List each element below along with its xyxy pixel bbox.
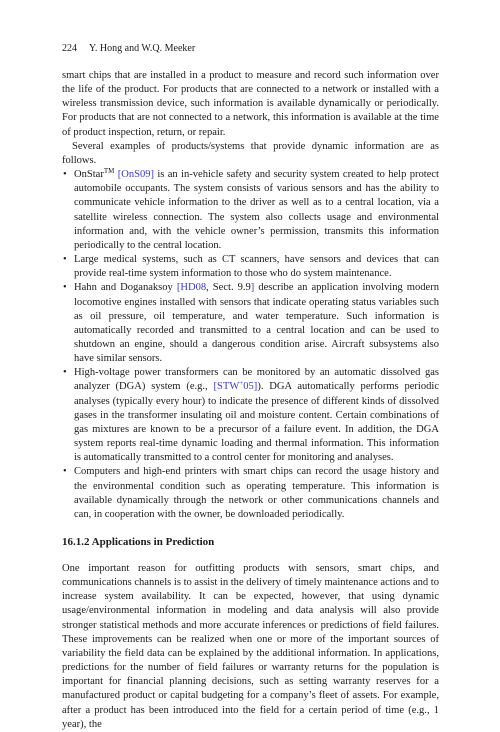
citation-bracket: ]	[250, 282, 255, 294]
page-number: 224	[62, 43, 77, 54]
list-item-onstar	[62, 168, 439, 253]
list-item-locomotive	[62, 281, 439, 366]
paragraph: smart chips that are installed in a product to measure and record such information over the life of the product. For products that are connected to a network or installed with a wireless transmission device, such information is available dynamically or periodically. For products that are not connected to a network, this information is available at the time of product inspection, return, or repair.	[62, 70, 439, 138]
running-header-authors: Y. Hong and W.Q. Meeker	[89, 43, 196, 54]
bullet-icon: •	[63, 169, 67, 181]
bullet-icon: •	[63, 466, 67, 478]
bullet-icon: •	[63, 282, 67, 294]
list-item-text: High-voltage power transformers can be monitored by an automatic dissolved gas analyzer (DGA) system (e.g.,	[74, 367, 439, 393]
list-item-text: is an in-vehicle safety and security system created to help protect automobile occupants. The system consists of various sensors and has the ability to communicate vehicle information to the driver as well as to a central location, via a satellite wireless connection. The system also collects usage and environmental information and, with the vehicle owner’s permission, transmits this information periodically to the central location.	[74, 169, 439, 251]
citation-link[interactable]	[214, 381, 258, 392]
list-item-text: Hahn and Doganaksoy	[74, 282, 177, 294]
main-text	[62, 69, 439, 732]
examples-list	[62, 168, 439, 522]
citation-plus: +	[239, 379, 244, 388]
citation-link[interactable]: [OnS09]	[117, 169, 155, 181]
section-heading: 16.1.2 Applications in Prediction	[62, 536, 215, 548]
citation-key: [STW	[213, 381, 240, 393]
list-item-text: Computers and high-end printers with smart chips can record the usage history and the environmental condition such as operating temperature. This information is available dynamically through the network or other communications channels and can, in cooperation with the owner, be downloaded periodically.	[74, 466, 439, 520]
citation-section: , Sect. 9.9	[206, 282, 251, 294]
citation-link[interactable]: [HD08	[176, 282, 207, 294]
paragraph: One important reason for outfitting products with sensors, smart chips, and communications channels is to assist in the delivery of timely maintenance actions and to increase system availability. It can be expected, however, that using dynamic usage/environmental information in modeling and data analysis will also provide stronger statistical methods and more accurate inferences or predictions of field failures. These improvements can be realized when one or more of the important sources of variability the field data can be explained by the additional information. In applications, predictions for the number of field failures or warranty returns for the population is important for financial planning decisions, such as setting warranty reserves for a manufactured product or capital budgeting for a company’s fleet of assets. For example, after a product has been introduced into the field for a certain period of time (e.g., 1 year), the	[62, 563, 439, 730]
list-item-printers	[62, 465, 439, 522]
paragraph: Several examples of products/systems that provide dynamic information are as follows.	[62, 140, 439, 166]
running-header	[62, 43, 195, 55]
list-item-text: ). DGA automatically performs periodic analyses (typically every hour) to indicate the presence of different kinds of dissolved gases in the transformer insulating oil and moisture content. Certain combinations of gas mixtures are known to be a precursor of a failure event. In addition, the DGA system reports real-time dynamic loading and thermal information. This information is automatically transmitted to a control center for monitoring and analyses.	[74, 381, 439, 464]
list-item-text: Large medical systems, such as CT scanners, have sensors and devices that can provide real-time system information to those who do system maintenance.	[74, 254, 439, 280]
list-item-transformer	[62, 366, 439, 465]
list-item-medical	[62, 253, 439, 281]
product-name: OnStar	[74, 169, 104, 181]
list-item-text: describe an application involving modern locomotive engines installed with sensors that indicate operating status variables such as oil pressure, oil temperature, and water temperature. Such information is automatically recorded and transmitted to a central location and can be used to shutdown an engine, should a dangerous condition arise. Aircraft subsystems also have similar sensors.	[74, 282, 439, 365]
citation-year: 05]	[243, 381, 258, 393]
trademark-mark: TM	[103, 167, 115, 176]
bullet-icon: •	[63, 367, 67, 379]
bullet-icon: •	[63, 254, 67, 266]
